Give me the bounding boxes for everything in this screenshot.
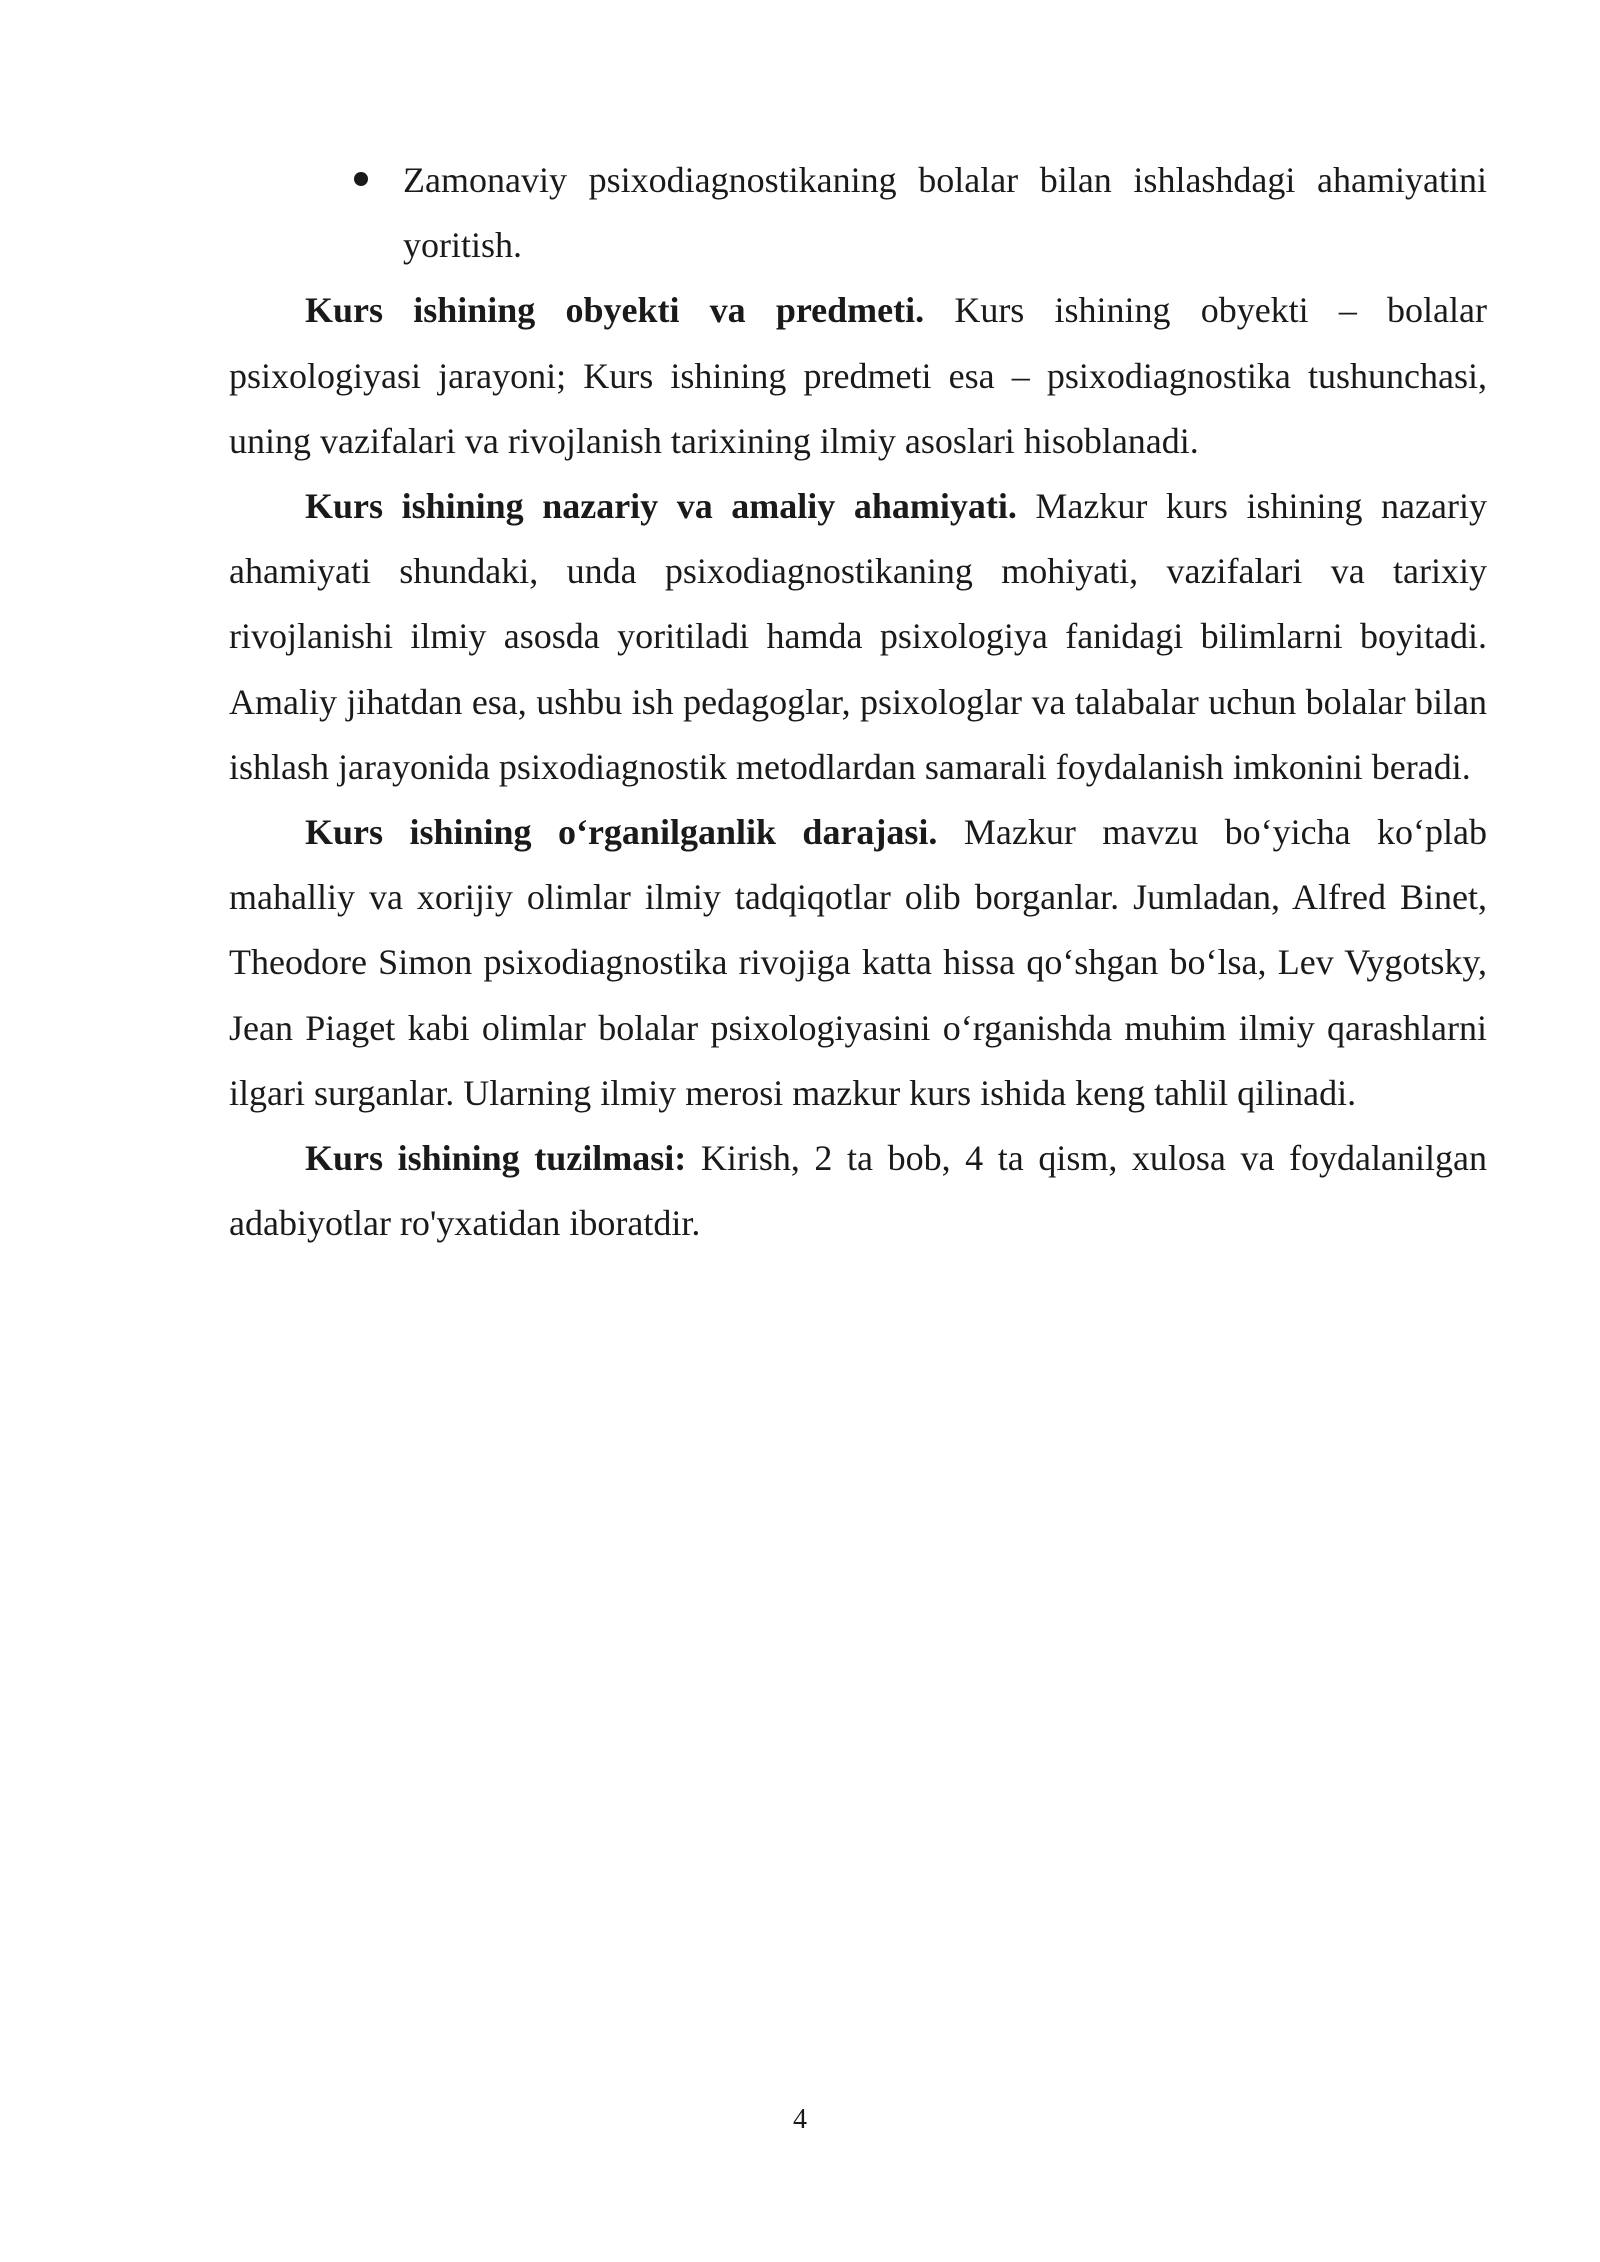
bullet-dot-icon xyxy=(354,172,368,186)
page-number: 4 xyxy=(793,2104,807,2135)
section-text: Kurs ishining obyekti – bolalar psixologiyasi jarayoni; Kurs ishining predmeti esa – psixodiagnostika tushunchasi, uning vazifalari va rivojlanish tarixining ilmiy asoslari hisoblanadi. xyxy=(229,290,1487,461)
section-heading: Kurs ishining tuzilmasi: xyxy=(305,1138,687,1179)
section-text: Mazkur mavzu bo‘yicha ko‘plab mahalliy va xorijiy olimlar ilmiy tadqiqotlar olib borganlar. Jumladan, Alfred Binet, Theodore Simon psixodiagnostika rivojiga katta hissa qo‘shgan bo‘lsa, Lev Vygotsky, Jean Piaget kabi olimlar bolalar psixologiyasini o‘rganishda muhim ilmiy qarashlarni ilgari surganlar. Ularning ilmiy merosi mazkur kurs ishida keng tahlil qilinadi. xyxy=(229,812,1487,1113)
bullet-text: Zamonaviy psixodiagnostikaning bolalar bilan ishlashdagi ahamiyatini yoritish. xyxy=(403,160,1487,266)
section-heading: Kurs ishining obyekti va predmeti. xyxy=(305,290,925,331)
section-text: Kirish, 2 ta bob, 4 ta qism, xulosa va foydalanilgan adabiyotlar ro'yxatidan iboratdir. xyxy=(229,1138,1487,1244)
section-significance xyxy=(229,474,1487,800)
section-heading: Kurs ishining o‘rganilganlik darajasi. xyxy=(305,812,938,853)
section-structure xyxy=(229,1126,1487,1256)
document-body xyxy=(229,148,1487,1256)
section-heading: Kurs ishining nazariy va amaliy ahamiyati. xyxy=(305,486,1017,527)
section-object-subject xyxy=(229,278,1487,474)
section-study-level xyxy=(229,800,1487,1126)
bullet-item xyxy=(229,148,1487,278)
section-text: Mazkur kurs ishining nazariy ahamiyati shundaki, unda psixodiagnostikaning mohiyati, vazifalari va tarixiy rivojlanishi ilmiy asosda yoritiladi hamda psixologiya fanidagi bilimlarni boyitadi. Amaliy jihatdan esa, ushbu ish pedagoglar, psixologlar va talabalar uchun bolalar bilan ishlash jarayonida psixodiagnostik metodlardan samarali foydalanish imkonini beradi. xyxy=(229,486,1487,787)
